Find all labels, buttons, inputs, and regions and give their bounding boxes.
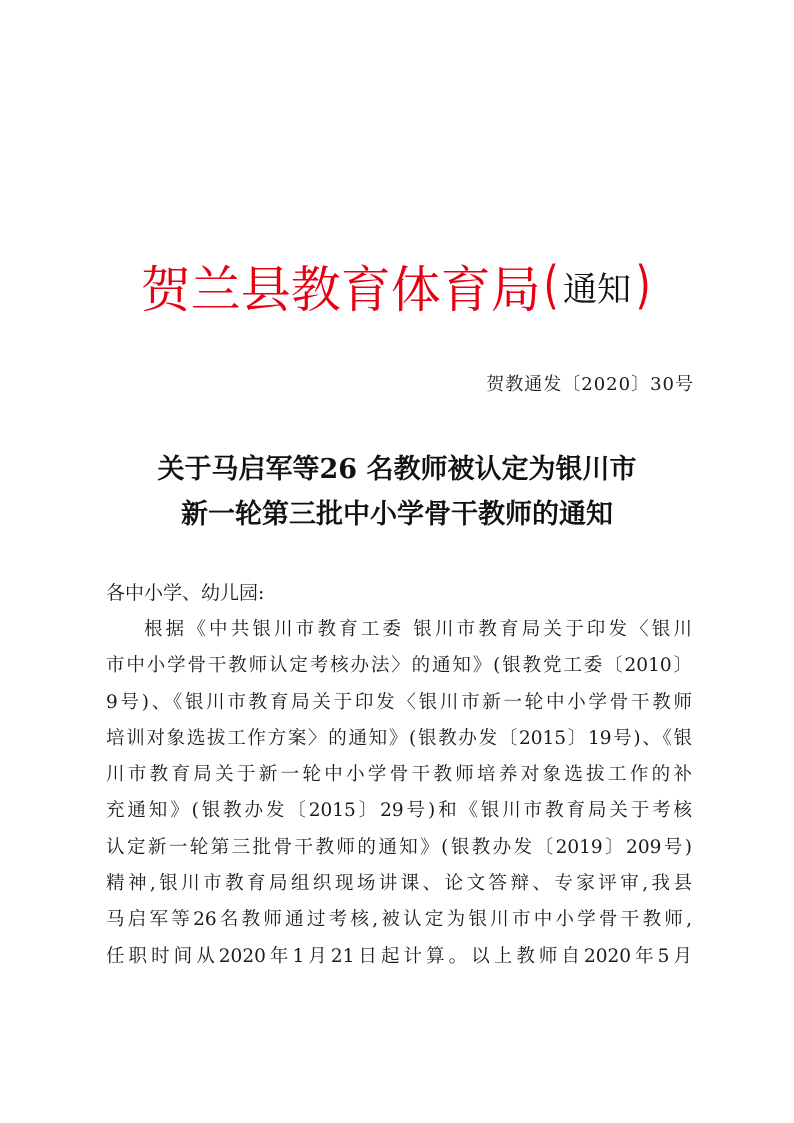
letterhead [0, 250, 794, 322]
body-line: 9号)、《银川市教育局关于印发〈银川市新一轮中小学骨干教师 [106, 691, 692, 713]
letterhead-paren-open: ( [543, 256, 559, 316]
body-paragraph [106, 612, 692, 975]
body-line: 精神,银川市教育局组织现场讲课、论文答辩、专家评审,我县 [106, 873, 692, 895]
body-line: 认定新一轮第三批骨干教师的通知》(银教办发〔2019〕209号) [106, 836, 692, 858]
body-line: 培训对象选拔工作方案〉的通知》(银教办发〔2015〕19号)、《银 [106, 727, 692, 749]
document-title-line-1: 关于马启军等26 名教师被认定为银川市 [157, 454, 637, 485]
document-title [0, 447, 794, 537]
letterhead-org-name: 贺兰县教育体育局 [140, 261, 541, 319]
body-line: 充通知》(银教办发〔2015〕29号)和《银川市教育局关于考核 [106, 800, 692, 822]
letterhead-doc-type: 通知 [563, 269, 631, 310]
recipient-line: 各中小学、幼儿园: [106, 582, 265, 604]
letterhead-paren-close: ) [635, 256, 651, 316]
body-line: 马启军等26名教师通过考核,被认定为银川市中小学骨干教师, [106, 909, 692, 931]
body-line: 市中小学骨干教师认定考核办法〉的通知》(银教党工委〔2010〕 [106, 655, 692, 677]
body-line: 根据《中共银川市教育工委 银川市教育局关于印发〈银川 [144, 619, 692, 640]
document-number: 贺教通发〔2020〕30号 [486, 374, 694, 395]
body-line: 任职时间从2020年1月21日起计算。以上教师自2020年5月 [106, 945, 692, 967]
document-title-line-2: 新一轮第三批中小学骨干教师的通知 [181, 499, 613, 530]
body-line: 川市教育局关于新一轮中小学骨干教师培养对象选拔工作的补 [106, 764, 692, 786]
